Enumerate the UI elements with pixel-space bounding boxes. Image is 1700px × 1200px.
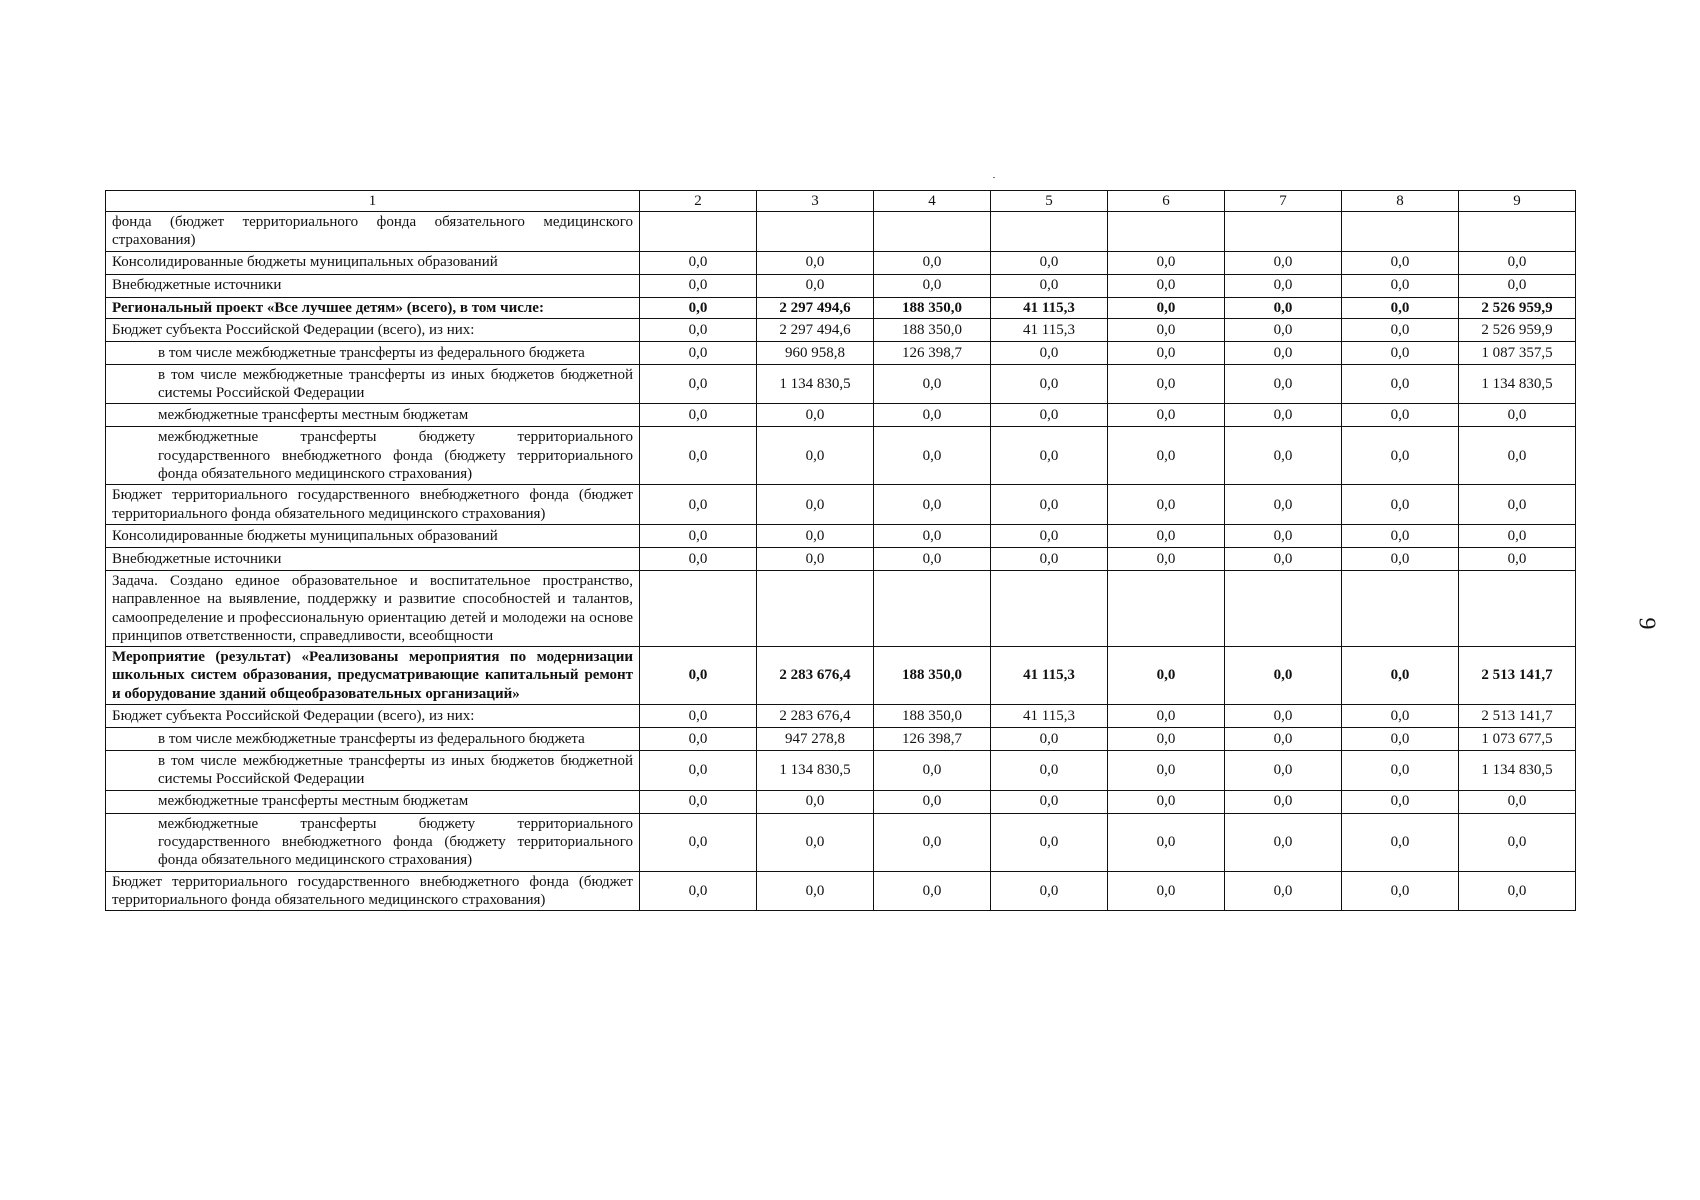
value-cell-col-9: 0,0: [1459, 813, 1576, 871]
value-cell-col-8: 0,0: [1342, 297, 1459, 318]
value-cell-col-5: 0,0: [991, 813, 1108, 871]
value-cell-col-5: 0,0: [991, 251, 1108, 274]
table-row: [106, 524, 1576, 547]
table-row: [106, 427, 1576, 485]
value-cell-col-3: 0,0: [757, 251, 874, 274]
value-cell-col-9: [1459, 212, 1576, 252]
value-cell-col-4: 0,0: [874, 790, 991, 813]
value-cell-col-3: 960 958,8: [757, 341, 874, 364]
column-header: 6: [1108, 191, 1225, 212]
value-cell-col-3: 0,0: [757, 813, 874, 871]
value-cell-col-2: 0,0: [640, 485, 757, 525]
value-cell-col-9: 1 087 357,5: [1459, 341, 1576, 364]
row-label: в том числе межбюджетные трансферты из федерального бюджета: [106, 341, 640, 364]
value-cell-col-5: 0,0: [991, 728, 1108, 751]
value-cell-col-2: 0,0: [640, 524, 757, 547]
value-cell-col-9: 0,0: [1459, 871, 1576, 911]
value-cell-col-2: [640, 212, 757, 252]
row-label: Мероприятие (результат) «Реализованы мероприятия по модернизации школьных систем образования, предусматривающие капитальный ремонт и оборудование зданий общеобразовательных организаций»: [106, 647, 640, 705]
value-cell-col-5: 41 115,3: [991, 318, 1108, 341]
table-row: [106, 570, 1576, 646]
column-header: 9: [1459, 191, 1576, 212]
value-cell-col-8: 0,0: [1342, 647, 1459, 705]
column-header: 1: [106, 191, 640, 212]
value-cell-col-5: 0,0: [991, 524, 1108, 547]
value-cell-col-4: 0,0: [874, 871, 991, 911]
value-cell-col-6: 0,0: [1108, 871, 1225, 911]
value-cell-col-5: [991, 212, 1108, 252]
table-row: [106, 251, 1576, 274]
value-cell-col-2: 0,0: [640, 547, 757, 570]
row-label: фонда (бюджет территориального фонда обязательного медицинского страхования): [106, 212, 640, 252]
value-cell-col-9: 2 513 141,7: [1459, 647, 1576, 705]
value-cell-col-6: 0,0: [1108, 274, 1225, 297]
row-label: в том числе межбюджетные трансферты из иных бюджетов бюджетной системы Российской Федерации: [106, 751, 640, 791]
document-page: [105, 190, 1575, 911]
table-row: [106, 647, 1576, 705]
value-cell-col-3: 947 278,8: [757, 728, 874, 751]
value-cell-col-7: 0,0: [1225, 751, 1342, 791]
value-cell-col-6: 0,0: [1108, 790, 1225, 813]
column-header: 3: [757, 191, 874, 212]
value-cell-col-9: [1459, 570, 1576, 646]
value-cell-col-4: 188 350,0: [874, 318, 991, 341]
value-cell-col-4: 0,0: [874, 251, 991, 274]
row-label: Бюджет субъекта Российской Федерации (всего), из них:: [106, 318, 640, 341]
value-cell-col-5: 0,0: [991, 341, 1108, 364]
value-cell-col-2: 0,0: [640, 751, 757, 791]
value-cell-col-4: 126 398,7: [874, 341, 991, 364]
value-cell-col-6: 0,0: [1108, 751, 1225, 791]
value-cell-col-8: 0,0: [1342, 751, 1459, 791]
row-label: в том числе межбюджетные трансферты из иных бюджетов бюджетной системы Российской Федерации: [106, 364, 640, 404]
value-cell-col-6: 0,0: [1108, 547, 1225, 570]
value-cell-col-9: 2 526 959,9: [1459, 318, 1576, 341]
value-cell-col-5: [991, 570, 1108, 646]
value-cell-col-2: 0,0: [640, 647, 757, 705]
value-cell-col-9: 0,0: [1459, 524, 1576, 547]
value-cell-col-9: 2 513 141,7: [1459, 705, 1576, 728]
budget-table: [105, 190, 1576, 911]
value-cell-col-4: [874, 570, 991, 646]
row-label: в том числе межбюджетные трансферты из федерального бюджета: [106, 728, 640, 751]
value-cell-col-7: 0,0: [1225, 790, 1342, 813]
value-cell-col-7: 0,0: [1225, 341, 1342, 364]
value-cell-col-5: 0,0: [991, 427, 1108, 485]
value-cell-col-9: 0,0: [1459, 485, 1576, 525]
value-cell-col-4: [874, 212, 991, 252]
value-cell-col-8: 0,0: [1342, 318, 1459, 341]
value-cell-col-9: 0,0: [1459, 251, 1576, 274]
value-cell-col-6: 0,0: [1108, 404, 1225, 427]
table-row: [106, 813, 1576, 871]
value-cell-col-3: 2 297 494,6: [757, 318, 874, 341]
value-cell-col-2: 0,0: [640, 251, 757, 274]
value-cell-col-3: 2 297 494,6: [757, 297, 874, 318]
table-row: [106, 485, 1576, 525]
value-cell-col-6: 0,0: [1108, 251, 1225, 274]
row-label: Внебюджетные источники: [106, 547, 640, 570]
value-cell-col-3: 1 134 830,5: [757, 364, 874, 404]
table-row: [106, 274, 1576, 297]
row-label: Региональный проект «Все лучшее детям» (всего), в том числе:: [106, 297, 640, 318]
value-cell-col-7: [1225, 570, 1342, 646]
value-cell-col-8: 0,0: [1342, 274, 1459, 297]
value-cell-col-7: 0,0: [1225, 728, 1342, 751]
value-cell-col-5: 0,0: [991, 790, 1108, 813]
value-cell-col-3: 0,0: [757, 524, 874, 547]
value-cell-col-5: 0,0: [991, 404, 1108, 427]
row-label: Бюджет территориального государственного внебюджетного фонда (бюджет территориального фонда обязательного медицинского страхования): [106, 485, 640, 525]
value-cell-col-7: 0,0: [1225, 871, 1342, 911]
value-cell-col-8: 0,0: [1342, 524, 1459, 547]
value-cell-col-4: 126 398,7: [874, 728, 991, 751]
value-cell-col-7: 0,0: [1225, 251, 1342, 274]
value-cell-col-2: 0,0: [640, 871, 757, 911]
row-label: межбюджетные трансферты местным бюджетам: [106, 404, 640, 427]
value-cell-col-8: 0,0: [1342, 547, 1459, 570]
row-label: Внебюджетные источники: [106, 274, 640, 297]
value-cell-col-8: [1342, 570, 1459, 646]
value-cell-col-2: [640, 570, 757, 646]
value-cell-col-2: 0,0: [640, 297, 757, 318]
value-cell-col-9: 0,0: [1459, 427, 1576, 485]
table-row: [106, 728, 1576, 751]
value-cell-col-9: 0,0: [1459, 404, 1576, 427]
value-cell-col-3: 2 283 676,4: [757, 705, 874, 728]
value-cell-col-2: 0,0: [640, 790, 757, 813]
value-cell-col-4: 0,0: [874, 813, 991, 871]
value-cell-col-6: 0,0: [1108, 485, 1225, 525]
value-cell-col-3: 0,0: [757, 485, 874, 525]
row-label: Задача. Создано единое образовательное и воспитательное пространство, направленное на выявление, поддержку и развитие способностей и талантов, самоопределение и профессиональную ориентацию детей и молодежи на основе принципов ответственности, справедливости, всеобщности: [106, 570, 640, 646]
value-cell-col-8: 0,0: [1342, 364, 1459, 404]
value-cell-col-6: 0,0: [1108, 647, 1225, 705]
table-row: [106, 318, 1576, 341]
value-cell-col-5: 0,0: [991, 364, 1108, 404]
value-cell-col-3: 0,0: [757, 404, 874, 427]
value-cell-col-4: 188 350,0: [874, 297, 991, 318]
value-cell-col-9: 1 134 830,5: [1459, 751, 1576, 791]
page-number: 9: [1633, 617, 1660, 630]
row-label: Бюджет субъекта Российской Федерации (всего), из них:: [106, 705, 640, 728]
value-cell-col-6: 0,0: [1108, 364, 1225, 404]
value-cell-col-3: 0,0: [757, 790, 874, 813]
value-cell-col-2: 0,0: [640, 427, 757, 485]
value-cell-col-9: 0,0: [1459, 274, 1576, 297]
value-cell-col-3: 0,0: [757, 427, 874, 485]
value-cell-col-8: 0,0: [1342, 251, 1459, 274]
row-label: Бюджет территориального государственного внебюджетного фонда (бюджет территориального фонда обязательного медицинского страхования): [106, 871, 640, 911]
value-cell-col-2: 0,0: [640, 318, 757, 341]
value-cell-col-3: [757, 570, 874, 646]
value-cell-col-2: 0,0: [640, 341, 757, 364]
column-header: 4: [874, 191, 991, 212]
value-cell-col-7: 0,0: [1225, 364, 1342, 404]
value-cell-col-9: 1 073 677,5: [1459, 728, 1576, 751]
row-label: Консолидированные бюджеты муниципальных образований: [106, 251, 640, 274]
row-label: Консолидированные бюджеты муниципальных образований: [106, 524, 640, 547]
value-cell-col-6: 0,0: [1108, 813, 1225, 871]
value-cell-col-7: 0,0: [1225, 485, 1342, 525]
value-cell-col-7: 0,0: [1225, 524, 1342, 547]
value-cell-col-7: 0,0: [1225, 274, 1342, 297]
value-cell-col-9: 1 134 830,5: [1459, 364, 1576, 404]
table-row: [106, 297, 1576, 318]
value-cell-col-7: 0,0: [1225, 547, 1342, 570]
value-cell-col-5: 0,0: [991, 547, 1108, 570]
value-cell-col-3: 2 283 676,4: [757, 647, 874, 705]
value-cell-col-2: 0,0: [640, 813, 757, 871]
value-cell-col-7: 0,0: [1225, 318, 1342, 341]
value-cell-col-4: 0,0: [874, 364, 991, 404]
value-cell-col-7: 0,0: [1225, 297, 1342, 318]
table-row: [106, 547, 1576, 570]
value-cell-col-9: 0,0: [1459, 547, 1576, 570]
value-cell-col-8: [1342, 212, 1459, 252]
value-cell-col-4: 0,0: [874, 404, 991, 427]
value-cell-col-4: 188 350,0: [874, 705, 991, 728]
value-cell-col-6: 0,0: [1108, 524, 1225, 547]
value-cell-col-9: 0,0: [1459, 790, 1576, 813]
value-cell-col-4: 0,0: [874, 427, 991, 485]
value-cell-col-3: 0,0: [757, 871, 874, 911]
table-row: [106, 212, 1576, 252]
value-cell-col-8: 0,0: [1342, 871, 1459, 911]
table-row: [106, 790, 1576, 813]
value-cell-col-5: 0,0: [991, 751, 1108, 791]
table-row: [106, 871, 1576, 911]
value-cell-col-5: 0,0: [991, 485, 1108, 525]
value-cell-col-3: 1 134 830,5: [757, 751, 874, 791]
scan-speck: [993, 177, 995, 178]
table-row: [106, 341, 1576, 364]
column-header: 7: [1225, 191, 1342, 212]
value-cell-col-6: 0,0: [1108, 341, 1225, 364]
value-cell-col-2: 0,0: [640, 705, 757, 728]
value-cell-col-8: 0,0: [1342, 427, 1459, 485]
value-cell-col-2: 0,0: [640, 274, 757, 297]
value-cell-col-6: 0,0: [1108, 297, 1225, 318]
value-cell-col-8: 0,0: [1342, 341, 1459, 364]
value-cell-col-3: 0,0: [757, 274, 874, 297]
value-cell-col-8: 0,0: [1342, 705, 1459, 728]
value-cell-col-8: 0,0: [1342, 404, 1459, 427]
value-cell-col-7: 0,0: [1225, 705, 1342, 728]
value-cell-col-6: 0,0: [1108, 705, 1225, 728]
table-row: [106, 364, 1576, 404]
value-cell-col-4: 0,0: [874, 485, 991, 525]
value-cell-col-7: 0,0: [1225, 404, 1342, 427]
table-body: [106, 212, 1576, 911]
table-row: [106, 751, 1576, 791]
value-cell-col-6: 0,0: [1108, 318, 1225, 341]
value-cell-col-7: 0,0: [1225, 647, 1342, 705]
value-cell-col-7: 0,0: [1225, 427, 1342, 485]
value-cell-col-8: 0,0: [1342, 485, 1459, 525]
value-cell-col-6: 0,0: [1108, 427, 1225, 485]
value-cell-col-4: 0,0: [874, 524, 991, 547]
column-header: 8: [1342, 191, 1459, 212]
value-cell-col-5: 41 115,3: [991, 647, 1108, 705]
value-cell-col-8: 0,0: [1342, 790, 1459, 813]
value-cell-col-4: 0,0: [874, 751, 991, 791]
value-cell-col-5: 41 115,3: [991, 297, 1108, 318]
row-label: межбюджетные трансферты местным бюджетам: [106, 790, 640, 813]
value-cell-col-8: 0,0: [1342, 813, 1459, 871]
value-cell-col-5: 0,0: [991, 274, 1108, 297]
value-cell-col-4: 0,0: [874, 547, 991, 570]
value-cell-col-5: 0,0: [991, 871, 1108, 911]
value-cell-col-3: [757, 212, 874, 252]
value-cell-col-2: 0,0: [640, 404, 757, 427]
value-cell-col-7: [1225, 212, 1342, 252]
column-header: 5: [991, 191, 1108, 212]
column-number-row: [106, 191, 1576, 212]
table-row: [106, 705, 1576, 728]
row-label: межбюджетные трансферты бюджету территориального государственного внебюджетного фонда (бюджету территориального фонда обязательного медицинского страхования): [106, 427, 640, 485]
value-cell-col-6: [1108, 570, 1225, 646]
value-cell-col-9: 2 526 959,9: [1459, 297, 1576, 318]
value-cell-col-4: 188 350,0: [874, 647, 991, 705]
value-cell-col-2: 0,0: [640, 364, 757, 404]
value-cell-col-3: 0,0: [757, 547, 874, 570]
value-cell-col-6: 0,0: [1108, 728, 1225, 751]
row-label: межбюджетные трансферты бюджету территориального государственного внебюджетного фонда (бюджету территориального фонда обязательного медицинского страхования): [106, 813, 640, 871]
value-cell-col-8: 0,0: [1342, 728, 1459, 751]
value-cell-col-2: 0,0: [640, 728, 757, 751]
column-header: 2: [640, 191, 757, 212]
table-row: [106, 404, 1576, 427]
value-cell-col-4: 0,0: [874, 274, 991, 297]
value-cell-col-6: [1108, 212, 1225, 252]
value-cell-col-7: 0,0: [1225, 813, 1342, 871]
value-cell-col-5: 41 115,3: [991, 705, 1108, 728]
